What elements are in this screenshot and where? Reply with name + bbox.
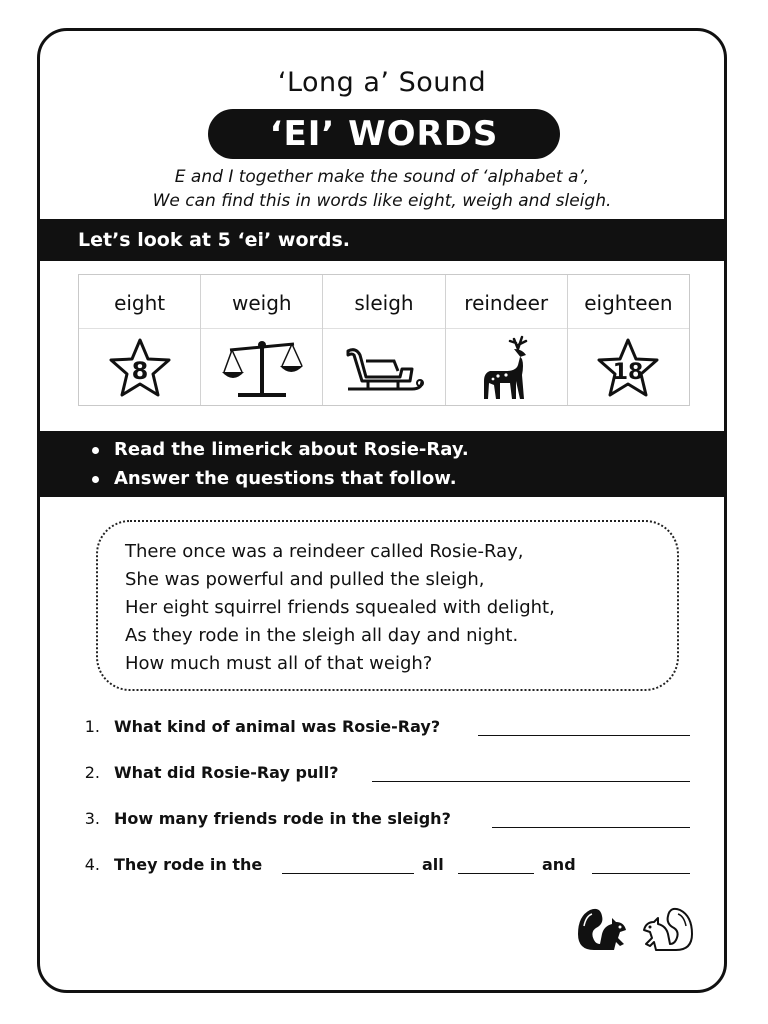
- star-number-text: 8: [131, 357, 148, 385]
- question-text-part: all: [422, 855, 444, 874]
- sleigh-icon: [342, 341, 426, 397]
- instruction-item: Answer the questions that follow.: [114, 464, 724, 493]
- worksheet-title: ‘EI’ WORDS: [208, 109, 560, 159]
- question-number: 3.: [84, 809, 100, 828]
- answer-blank-2[interactable]: [372, 781, 690, 782]
- question-list: [80, 707, 700, 891]
- question-text: What kind of animal was Rosie-Ray?: [114, 717, 441, 736]
- question-text-part: They rode in the: [114, 855, 263, 874]
- limerick-line: Her eight squirrel friends squealed with delight,: [125, 597, 555, 618]
- intro-line-2: We can find this in words like eight, weigh and sleigh.: [152, 191, 612, 211]
- word-cell-reindeer: [446, 275, 568, 405]
- limerick-line: As they rode in the sleigh all day and night.: [125, 625, 519, 646]
- question-number: 1.: [84, 717, 100, 736]
- word-cell-sleigh: [323, 275, 445, 405]
- question-1: [80, 707, 700, 753]
- word-table: [78, 274, 690, 406]
- word-label: sleigh: [323, 275, 444, 329]
- question-number: 2.: [84, 763, 100, 782]
- question-text: What did Rosie-Ray pull?: [114, 763, 339, 782]
- limerick-line: How much must all of that weigh?: [125, 653, 433, 674]
- word-cell-weigh: [201, 275, 323, 405]
- answer-blank-3[interactable]: [492, 827, 690, 828]
- word-cell-eight: [79, 275, 201, 405]
- answer-blank-4c[interactable]: [592, 873, 690, 874]
- intro-line-1: E and I together make the sound of ‘alphabet a’,: [174, 167, 590, 187]
- word-cell-eighteen: [568, 275, 689, 405]
- star-number-8-icon: [107, 337, 173, 401]
- question-text: How many friends rode in the sleigh?: [114, 809, 451, 828]
- words-heading: Let’s look at 5 ‘ei’ words.: [40, 219, 724, 261]
- limerick-box: [96, 520, 679, 691]
- answer-blank-4b[interactable]: [458, 873, 534, 874]
- question-4: [80, 845, 700, 891]
- limerick-line: There once was a reindeer called Rosie-Ray,: [125, 541, 524, 562]
- limerick-line: She was powerful and pulled the sleigh,: [125, 569, 485, 590]
- intro-text: [40, 165, 724, 213]
- answer-blank-4a[interactable]: [282, 873, 414, 874]
- word-label: weigh: [201, 275, 322, 329]
- reindeer-icon: [476, 335, 536, 403]
- question-number: 4.: [84, 855, 100, 874]
- word-label: eighteen: [568, 275, 689, 329]
- squirrel-outline-icon: [640, 904, 694, 954]
- question-3: [80, 799, 700, 845]
- instruction-item: Read the limerick about Rosie-Ray.: [114, 435, 724, 464]
- answer-blank-1[interactable]: [478, 735, 690, 736]
- star-number-text: 18: [613, 360, 644, 385]
- squirrel-solid-icon: [576, 904, 630, 954]
- balance-scale-icon: [220, 338, 304, 400]
- word-label: eight: [79, 275, 200, 329]
- star-number-18-icon: [595, 337, 661, 401]
- word-label: reindeer: [446, 275, 567, 329]
- question-text-part: and: [542, 855, 576, 874]
- instructions-band: [40, 431, 724, 497]
- worksheet-frame: [37, 28, 727, 993]
- worksheet-subtitle: ‘Long a’ Sound: [277, 67, 487, 98]
- question-2: [80, 753, 700, 799]
